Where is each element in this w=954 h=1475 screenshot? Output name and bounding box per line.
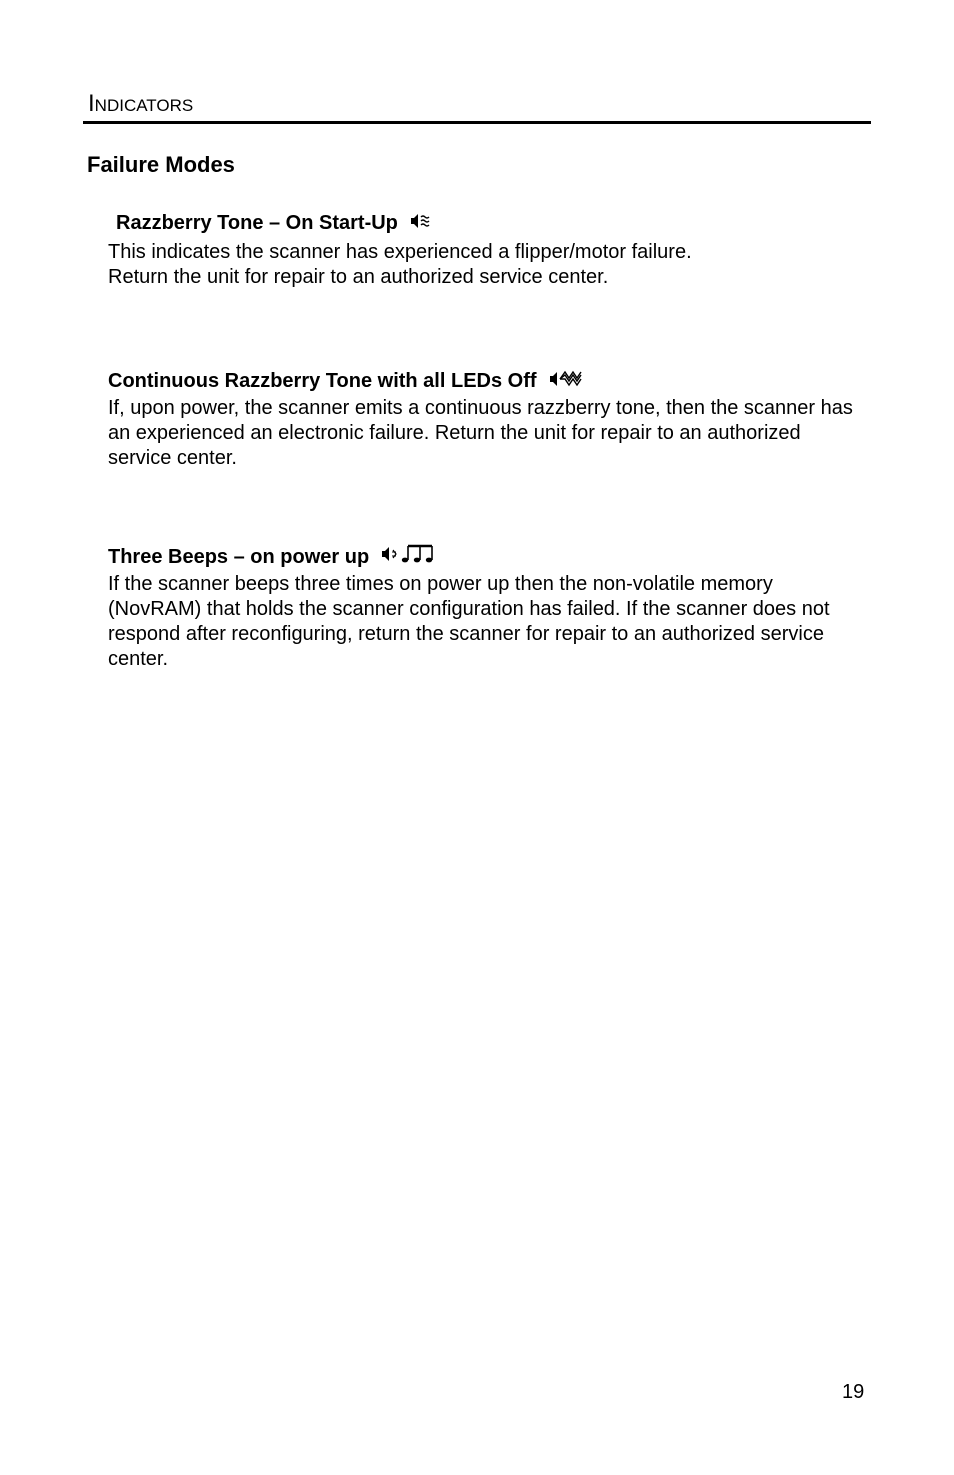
page-number: 19	[842, 1381, 865, 1403]
failure-mode-continuous-razzberry	[108, 369, 868, 471]
header-title: Indicators	[88, 90, 194, 117]
mode-heading	[108, 543, 868, 572]
mode-heading	[108, 211, 868, 238]
mode-description: If the scanner beeps three times on power up then the non-volatile memory (NovRAM) that holds the scanner configuration has failed. If the scanner does not respond after reconfiguring, return the scanner for repair to an authorized service center.	[108, 573, 830, 670]
speaker-three-beeps-icon	[381, 543, 443, 572]
page-header	[83, 86, 871, 124]
mode-description: If, upon power, the scanner emits a continuous razzberry tone, then the scanner has an experienced an electronic failure. Return the unit for repair to an authorized service center.	[108, 397, 853, 469]
mode-heading	[108, 369, 868, 396]
section-title: Failure Modes	[87, 152, 235, 177]
speaker-continuous-razzberry-icon	[549, 369, 585, 396]
mode-heading-text: Three Beeps – on power up	[108, 546, 370, 568]
mode-description: This indicates the scanner has experienced a flipper/motor failure. Return the unit for repair to an authorized service center.	[108, 241, 692, 288]
failure-mode-razzberry-startup	[108, 211, 868, 290]
speaker-razzberry-icon	[410, 211, 434, 238]
mode-heading-text: Razzberry Tone – On Start-Up	[116, 212, 398, 234]
mode-heading-text: Continuous Razzberry Tone with all LEDs Off	[108, 370, 537, 392]
failure-mode-three-beeps	[108, 543, 868, 672]
